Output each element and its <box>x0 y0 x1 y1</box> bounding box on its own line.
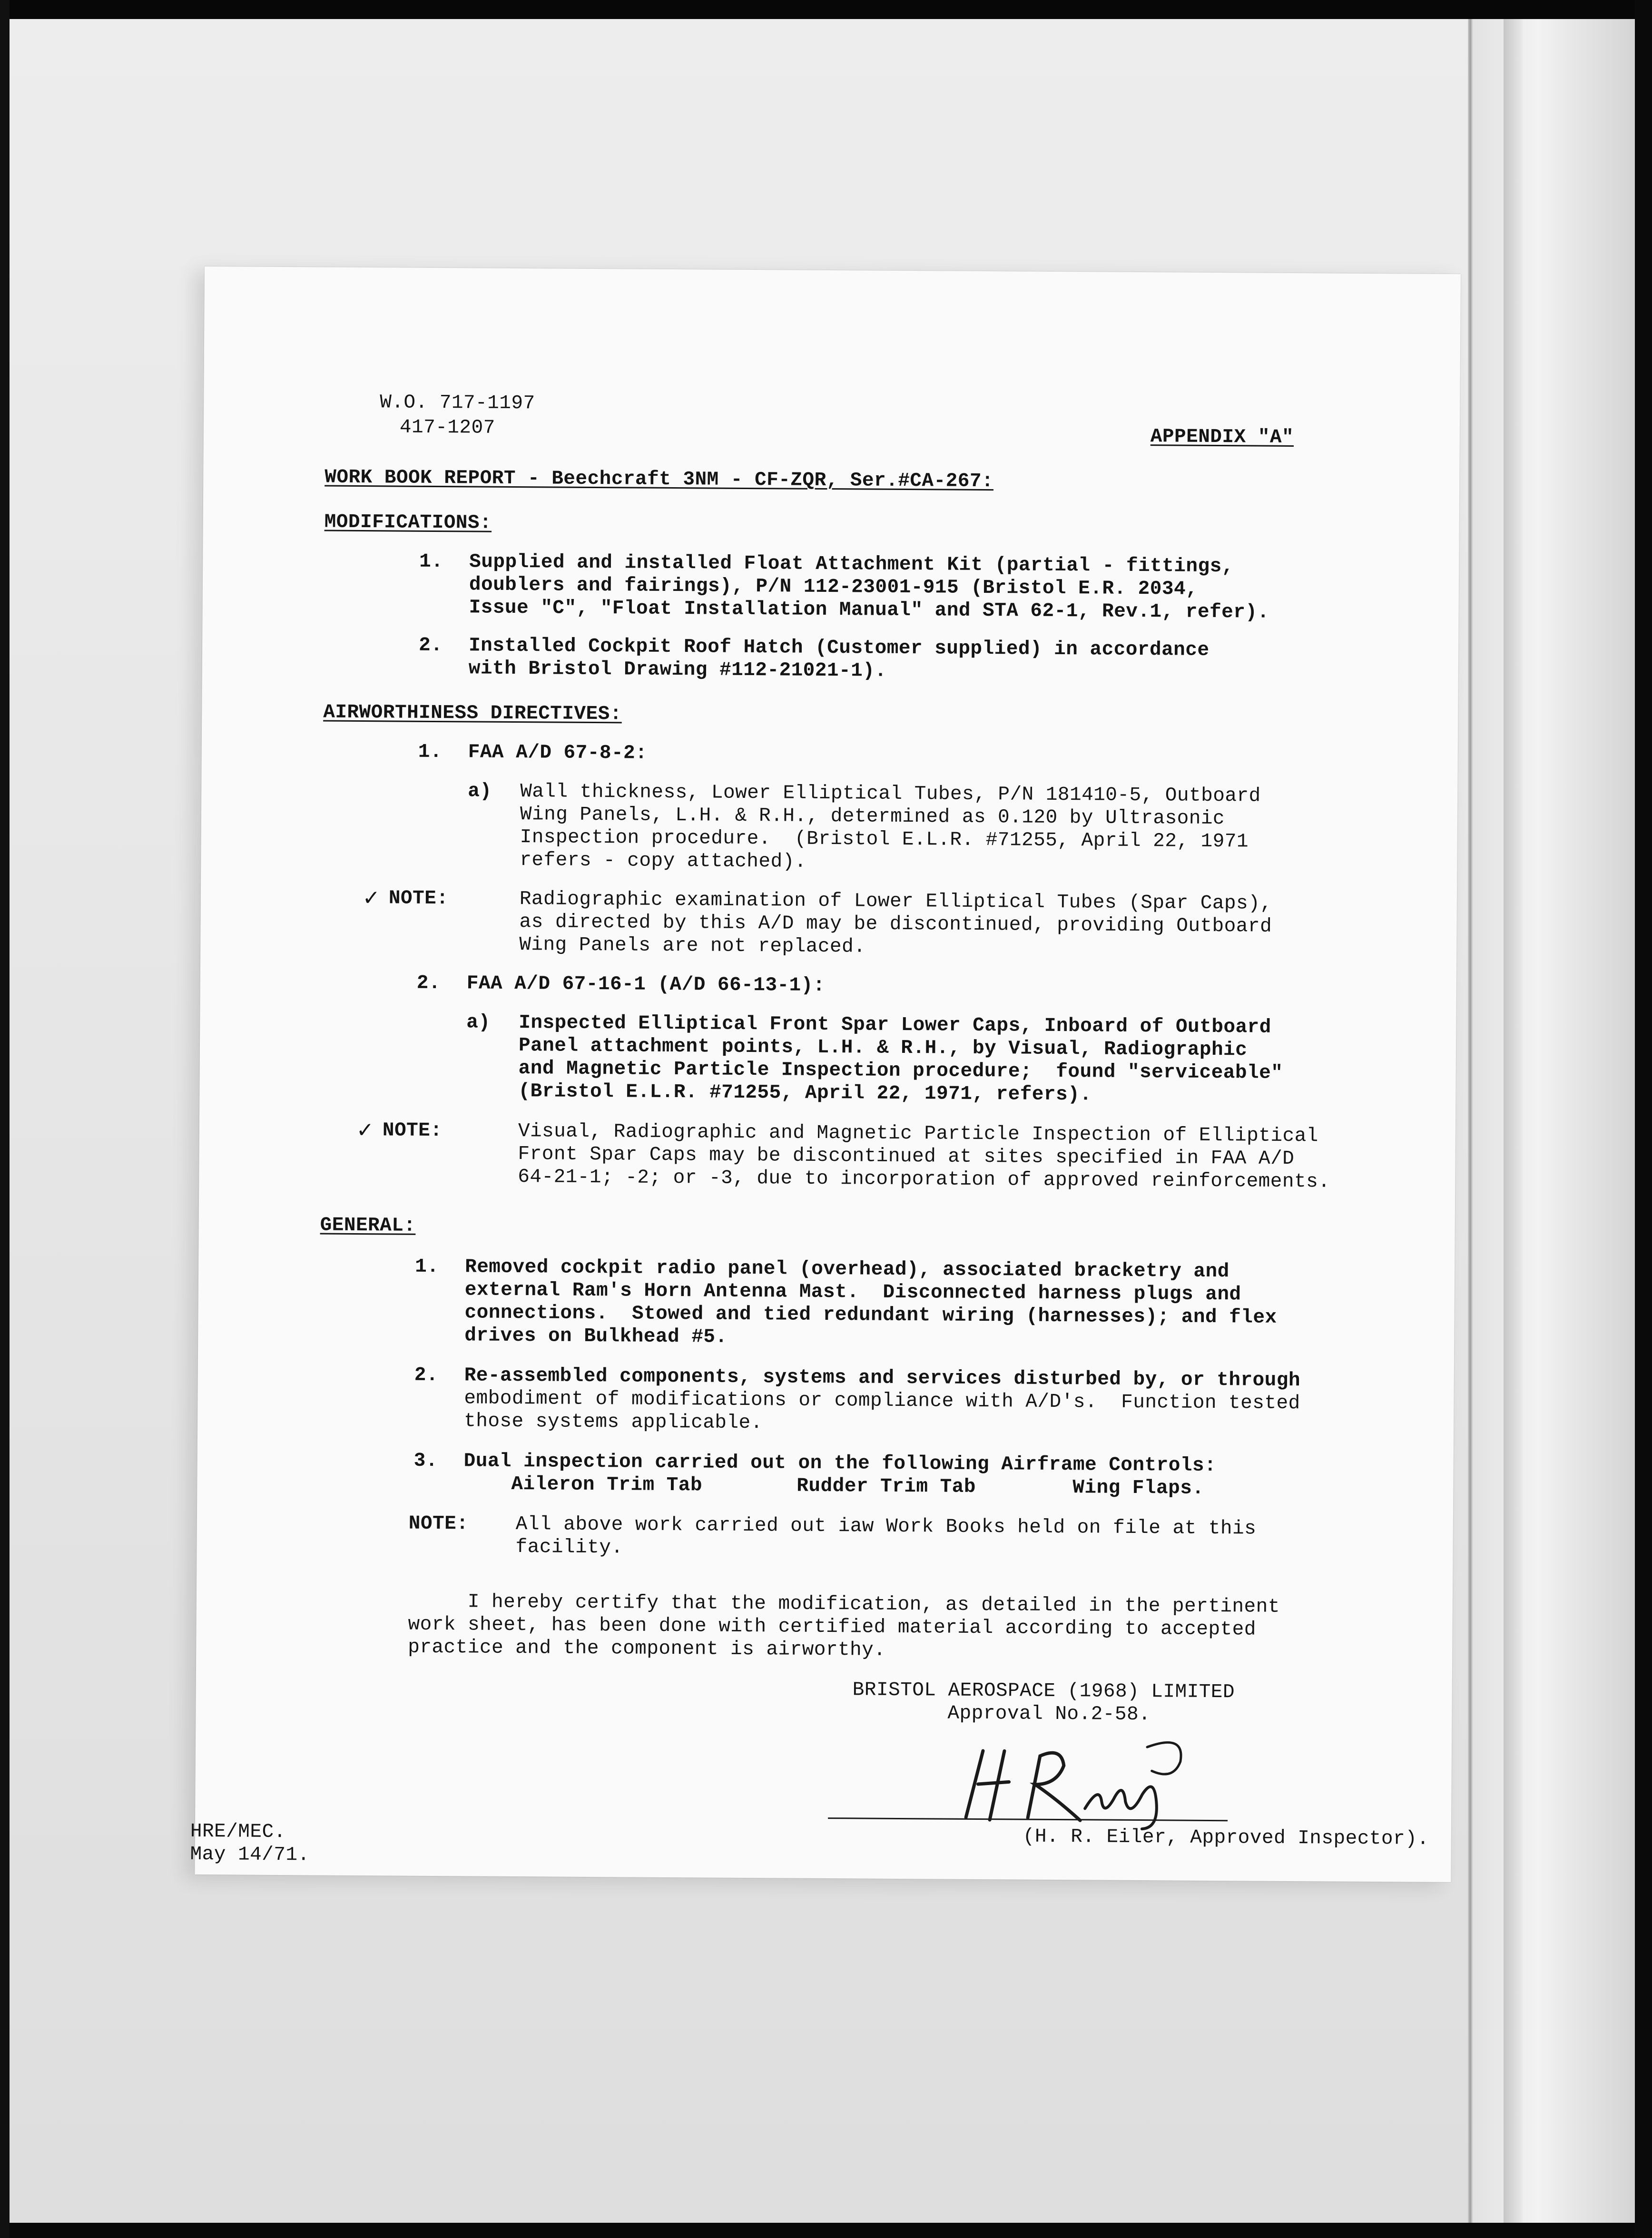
general-note-line: All above work carried out iaw Work Books held on file at this <box>515 1513 1257 1540</box>
ad-1-note-label: NOTE: <box>388 887 449 910</box>
general-3-number: 3. <box>413 1450 438 1472</box>
ad-1-sub-label: a) <box>468 780 492 803</box>
report-title: WORK BOOK REPORT - Beechcraft 3NM - CF-ZQR, Ser.#CA-267: <box>324 466 994 493</box>
signatory-name: (H. R. Eiler, Approved Inspector). <box>1023 1826 1429 1850</box>
modifications-heading: MODIFICATIONS: <box>324 511 492 534</box>
control-item: Wing Flaps. <box>1072 1477 1204 1500</box>
frame-right <box>1635 0 1652 2238</box>
ad-1-title: FAA A/D 67-8-2: <box>468 741 648 765</box>
general-note-line: facility. <box>515 1536 623 1559</box>
ad-1-number: 1. <box>418 741 442 764</box>
general-1-number: 1. <box>415 1256 439 1278</box>
ad-2-sub-line: (Bristol E.L.R. #71255, April 22, 1971, refers). <box>518 1080 1092 1106</box>
ad-1-sub-line: Wing Panels, L.H. & R.H., determined as 0.120 by Ultrasonic <box>520 804 1225 830</box>
ad-1-note-line: Wing Panels are not replaced. <box>519 934 866 958</box>
general-1-line: Removed cockpit radio panel (overhead), associated bracketry and <box>465 1256 1229 1283</box>
general-1-line: connections. Stowed and tied redundant wiring (harnesses); and flex <box>464 1302 1277 1329</box>
checkmark-icon: ✓ <box>356 1118 374 1143</box>
company-name: BRISTOL AEROSPACE (1968) LIMITED <box>852 1679 1235 1704</box>
handwritten-signature <box>937 1717 1204 1833</box>
ad-1-note-line: Radiographic examination of Lower Elliptical Tubes (Spar Caps), <box>519 888 1272 915</box>
ad-1-sub-line: Inspection procedure. (Bristol E.L.R. #71255, April 22, 1971 <box>520 826 1249 853</box>
general-2-line: those systems applicable. <box>464 1410 763 1434</box>
ad-2-note-line: Front Spar Caps may be discontinued at sites specified in FAA A/D <box>518 1143 1295 1170</box>
airworthiness-heading: AIRWORTHINESS DIRECTIVES: <box>323 701 622 726</box>
frame-top <box>0 0 1652 19</box>
ad-2-title: FAA A/D 67-16-1 (A/D 66-13-1): <box>466 972 826 997</box>
control-item: Rudder Trim Tab <box>796 1475 976 1498</box>
footer-date: May 14/71. <box>190 1843 310 1866</box>
general-2-line: embodiment of modifications or compliance with A/D's. Function tested <box>464 1387 1300 1415</box>
approval-number: Approval No.2-58. <box>947 1702 1151 1726</box>
mod-1-number: 1. <box>419 550 443 573</box>
board-right-panel <box>1473 19 1635 2223</box>
general-1-line: drives on Bulkhead #5. <box>464 1325 728 1348</box>
wo-number-2: 417-1207 <box>399 416 495 439</box>
general-heading: GENERAL: <box>320 1214 416 1237</box>
ad-2-note-line: Visual, Radiographic and Magnetic Particle Inspection of Elliptical <box>518 1120 1318 1148</box>
frame-bottom <box>0 2223 1652 2238</box>
general-2-number: 2. <box>414 1364 439 1387</box>
control-item: Aileron Trim Tab <box>511 1473 703 1497</box>
mod-1-line: Supplied and installed Float Attachment Kit (partial - fittings, <box>469 551 1234 578</box>
ad-2-note-label: NOTE: <box>382 1119 442 1142</box>
certification-line: work sheet, has been done with certified material according to accepted <box>408 1613 1257 1641</box>
board-edge <box>1468 19 1473 2223</box>
document-sheet <box>190 266 1461 1882</box>
ad-2-note-line: 64-21-1; -2; or -3, due to incorporation of approved reinforcements. <box>518 1166 1330 1193</box>
ad-2-sub-line: Panel attachment points, L.H. & R.H., by Visual, Radiographic <box>518 1035 1248 1061</box>
checkmark-icon: ✓ <box>362 886 380 911</box>
frame-left <box>0 0 10 2238</box>
ad-2-number: 2. <box>416 972 441 995</box>
footer-initials: HRE/MEC. <box>190 1820 286 1844</box>
ad-2-sub-line: and Magnetic Particle Inspection procedure; found "serviceable" <box>518 1058 1283 1084</box>
certification-line: practice and the component is airworthy. <box>408 1636 886 1661</box>
mod-1-line: Issue "C", "Float Installation Manual" and STA 62-1, Rev.1, refer). <box>469 597 1269 624</box>
ad-1-sub-line: refers - copy attached). <box>520 849 807 873</box>
general-2-line: Re-assembled components, systems and services disturbed by, or through <box>464 1364 1301 1392</box>
appendix-label: APPENDIX "A" <box>1150 426 1294 449</box>
ad-1-sub-line: Wall thickness, Lower Elliptical Tubes, P/N 181410-5, Outboard <box>520 781 1261 807</box>
mod-2-line: Installed Cockpit Roof Hatch (Customer supplied) in accordance <box>468 635 1210 661</box>
ad-1-note-line: as directed by this A/D may be discontinued, providing Outboard <box>519 911 1272 938</box>
board-right-stripe <box>1504 19 1523 2223</box>
ad-2-sub-label: a) <box>466 1011 491 1034</box>
wo-number-1: W.O. 717-1197 <box>380 392 535 415</box>
mod-2-line: with Bristol Drawing #112-21021-1). <box>468 658 887 682</box>
general-note-label: NOTE: <box>408 1512 469 1535</box>
general-1-line: external Ram's Horn Antenna Mast. Disconnected harness plugs and <box>464 1279 1241 1306</box>
certification-line: I hereby certify that the modification, as detailed in the pertinent <box>467 1591 1280 1618</box>
mod-1-line: doublers and fairings), P/N 112-23001-915 (Bristol E.R. 2034, <box>469 574 1198 600</box>
mod-2-number: 2. <box>419 634 443 657</box>
general-3-line: Dual inspection carried out on the following Airframe Controls: <box>463 1450 1217 1477</box>
ad-2-sub-line: Inspected Elliptical Front Spar Lower Caps, Inboard of Outboard <box>519 1012 1271 1039</box>
